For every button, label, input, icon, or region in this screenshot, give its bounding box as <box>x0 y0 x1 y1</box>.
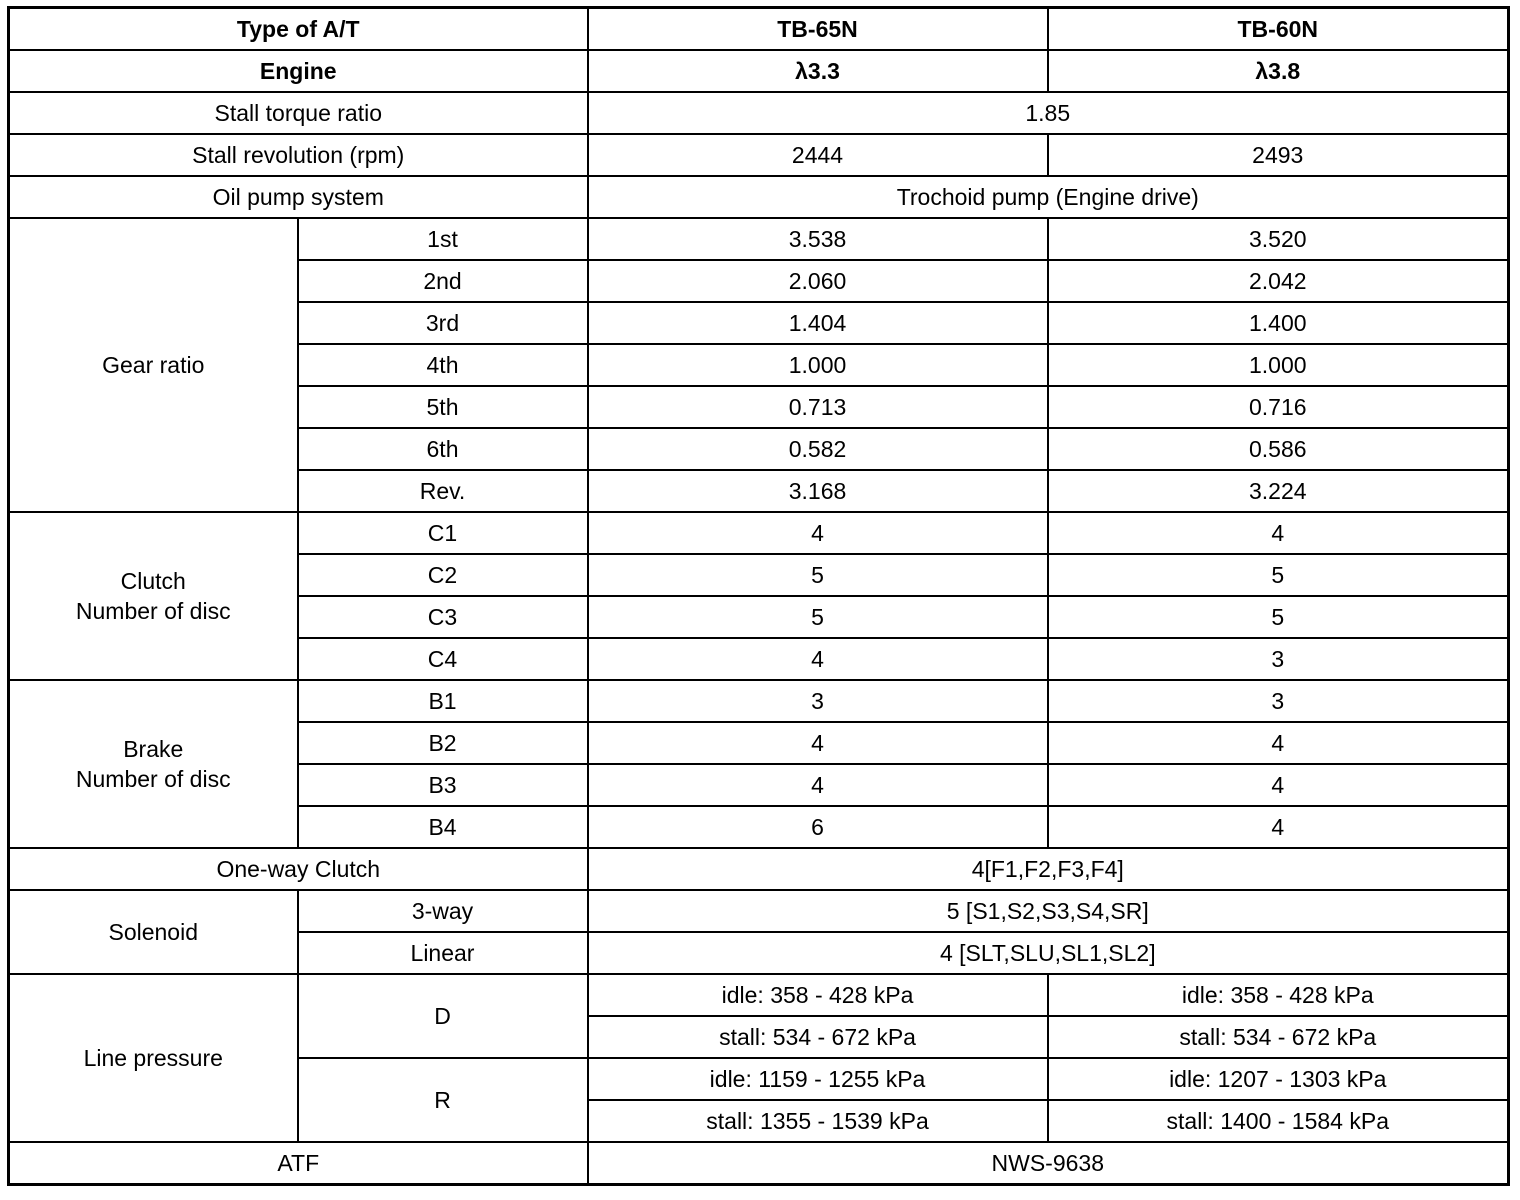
line-pressure-sub-label: R <box>298 1058 588 1142</box>
table-row-oil-pump <box>9 176 1509 218</box>
stall-revolution-value-2: 2493 <box>1048 134 1509 176</box>
table-row-line-pressure-d-idle <box>9 974 1509 1016</box>
stall-torque-value: 1.85 <box>588 92 1509 134</box>
line-pressure-value: stall: 534 - 672 kPa <box>1048 1016 1509 1058</box>
clutch-value: 5 <box>1048 554 1509 596</box>
gear-value: 0.716 <box>1048 386 1509 428</box>
clutch-sub-label: C2 <box>298 554 588 596</box>
table-row-solenoid-3way <box>9 890 1509 932</box>
solenoid-value: 4 [SLT,SLU,SL1,SL2] <box>588 932 1509 974</box>
gear-value: 1.000 <box>588 344 1048 386</box>
one-way-clutch-label: One-way Clutch <box>9 848 588 890</box>
brake-value: 3 <box>588 680 1048 722</box>
table-row-clutch-c1 <box>9 512 1509 554</box>
clutch-label-line1: Clutch <box>120 568 186 594</box>
clutch-sub-label: C1 <box>298 512 588 554</box>
gear-ratio-label: Gear ratio <box>9 218 298 512</box>
engine-value-2: λ3.8 <box>1048 50 1509 92</box>
engine-value-1: λ3.3 <box>588 50 1048 92</box>
clutch-label <box>9 512 298 680</box>
solenoid-label: Solenoid <box>9 890 298 974</box>
clutch-value: 5 <box>1048 596 1509 638</box>
brake-value: 4 <box>1048 764 1509 806</box>
atf-value: NWS-9638 <box>588 1142 1509 1185</box>
clutch-sub-label: C4 <box>298 638 588 680</box>
header-label: Type of A/T <box>9 8 588 51</box>
spec-table-container <box>7 6 1510 1186</box>
gear-value: 3.520 <box>1048 218 1509 260</box>
gear-value: 3.168 <box>588 470 1048 512</box>
line-pressure-value: stall: 1355 - 1539 kPa <box>588 1100 1048 1142</box>
line-pressure-value: idle: 1159 - 1255 kPa <box>588 1058 1048 1100</box>
brake-label-line2: Number of disc <box>75 766 231 792</box>
gear-sub-label: 5th <box>298 386 588 428</box>
brake-sub-label: B2 <box>298 722 588 764</box>
gear-value: 2.042 <box>1048 260 1509 302</box>
stall-revolution-label: Stall revolution (rpm) <box>9 134 588 176</box>
table-row-engine <box>9 50 1509 92</box>
brake-value: 6 <box>588 806 1048 848</box>
line-pressure-sub-label: D <box>298 974 588 1058</box>
engine-label: Engine <box>9 50 588 92</box>
line-pressure-value: stall: 534 - 672 kPa <box>588 1016 1048 1058</box>
clutch-sub-label: C3 <box>298 596 588 638</box>
atf-label: ATF <box>9 1142 588 1185</box>
gear-sub-label: 3rd <box>298 302 588 344</box>
solenoid-sub-label: Linear <box>298 932 588 974</box>
brake-label <box>9 680 298 848</box>
gear-value: 1.000 <box>1048 344 1509 386</box>
clutch-value: 3 <box>1048 638 1509 680</box>
brake-label-line1: Brake <box>123 736 184 762</box>
oil-pump-label: Oil pump system <box>9 176 588 218</box>
table-row-one-way-clutch <box>9 848 1509 890</box>
one-way-clutch-value: 4[F1,F2,F3,F4] <box>588 848 1509 890</box>
clutch-value: 4 <box>588 512 1048 554</box>
brake-value: 4 <box>588 764 1048 806</box>
brake-value: 4 <box>588 722 1048 764</box>
oil-pump-value: Trochoid pump (Engine drive) <box>588 176 1509 218</box>
at-spec-table <box>7 6 1510 1186</box>
clutch-value: 4 <box>588 638 1048 680</box>
table-row-gear-1st <box>9 218 1509 260</box>
line-pressure-value: idle: 1207 - 1303 kPa <box>1048 1058 1509 1100</box>
brake-value: 4 <box>1048 722 1509 764</box>
brake-sub-label: B4 <box>298 806 588 848</box>
gear-value: 0.582 <box>588 428 1048 470</box>
gear-value: 1.400 <box>1048 302 1509 344</box>
gear-sub-label: 2nd <box>298 260 588 302</box>
gear-value: 2.060 <box>588 260 1048 302</box>
solenoid-value: 5 [S1,S2,S3,S4,SR] <box>588 890 1509 932</box>
table-row-header <box>9 8 1509 51</box>
brake-sub-label: B1 <box>298 680 588 722</box>
gear-sub-label: Rev. <box>298 470 588 512</box>
clutch-value: 5 <box>588 596 1048 638</box>
table-row-stall-revolution <box>9 134 1509 176</box>
gear-value: 0.713 <box>588 386 1048 428</box>
brake-value: 3 <box>1048 680 1509 722</box>
clutch-value: 5 <box>588 554 1048 596</box>
model-tb65n: TB-65N <box>588 8 1048 51</box>
line-pressure-value: stall: 1400 - 1584 kPa <box>1048 1100 1509 1142</box>
table-row-atf <box>9 1142 1509 1185</box>
gear-value: 1.404 <box>588 302 1048 344</box>
brake-sub-label: B3 <box>298 764 588 806</box>
stall-torque-label: Stall torque ratio <box>9 92 588 134</box>
stall-revolution-value-1: 2444 <box>588 134 1048 176</box>
solenoid-sub-label: 3-way <box>298 890 588 932</box>
gear-sub-label: 6th <box>298 428 588 470</box>
gear-value: 3.538 <box>588 218 1048 260</box>
model-tb60n: TB-60N <box>1048 8 1509 51</box>
clutch-value: 4 <box>1048 512 1509 554</box>
gear-value: 0.586 <box>1048 428 1509 470</box>
clutch-label-line2: Number of disc <box>75 598 231 624</box>
line-pressure-label: Line pressure <box>9 974 298 1142</box>
line-pressure-value: idle: 358 - 428 kPa <box>588 974 1048 1016</box>
gear-sub-label: 4th <box>298 344 588 386</box>
table-row-brake-b1 <box>9 680 1509 722</box>
line-pressure-value: idle: 358 - 428 kPa <box>1048 974 1509 1016</box>
brake-value: 4 <box>1048 806 1509 848</box>
gear-value: 3.224 <box>1048 470 1509 512</box>
gear-sub-label: 1st <box>298 218 588 260</box>
table-row-stall-torque <box>9 92 1509 134</box>
